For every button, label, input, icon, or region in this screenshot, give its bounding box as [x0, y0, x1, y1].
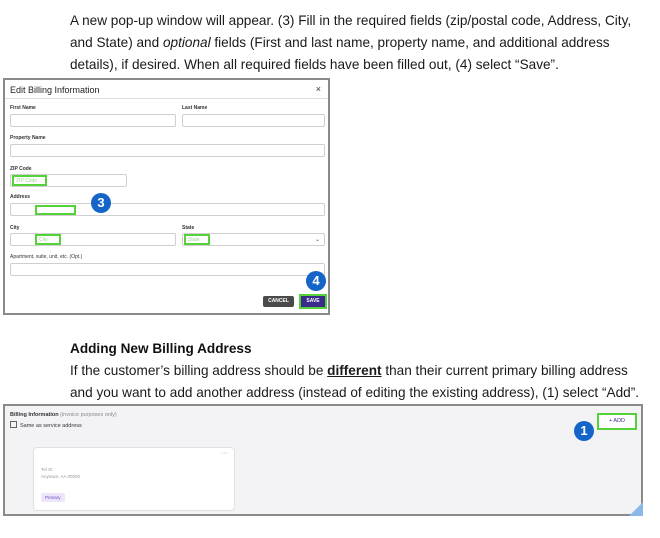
- more-options-icon[interactable]: ···: [221, 450, 228, 457]
- dialog-title: Edit Billing Information: [10, 85, 100, 95]
- state-placeholder: State: [188, 237, 200, 243]
- first-name-label: First Name: [10, 105, 36, 111]
- step-3-badge: 3: [91, 193, 111, 213]
- edit-billing-screenshot: [3, 78, 330, 315]
- city-placeholder: City: [39, 237, 48, 243]
- address-label: Address: [10, 194, 31, 200]
- add-button[interactable]: + ADD: [608, 418, 626, 424]
- billing-header: [5, 406, 641, 438]
- property-name-field[interactable]: [10, 144, 325, 157]
- property-name-label: Property Name: [10, 135, 46, 141]
- billing-info-screenshot: [3, 404, 643, 516]
- last-name-label: Last Name: [182, 105, 208, 111]
- primary-badge: Primary: [41, 493, 65, 502]
- apartment-field[interactable]: [10, 263, 325, 276]
- save-highlight: [299, 294, 327, 309]
- first-name-field[interactable]: [10, 114, 176, 127]
- section-line-2: and you want to add another address (instead of editing the existing address), (1) select “Add”.: [70, 385, 639, 400]
- step-4-badge: 4: [306, 271, 326, 291]
- section-line-1: If the customer’s billing address should be different than their current primary billing address: [70, 363, 628, 378]
- address-card: [33, 447, 235, 511]
- section-paragraph: [70, 360, 650, 404]
- corner-decoration: [629, 502, 643, 516]
- dialog-divider: [5, 98, 328, 99]
- address-line-1: Tel St: [41, 467, 53, 472]
- step-1-badge: 1: [574, 421, 594, 441]
- intro-line-3: details), if desired. When all required fields have been filled out, (4) select “Save”.: [70, 57, 559, 72]
- cancel-button[interactable]: CANCEL: [263, 296, 294, 307]
- chevron-down-icon: ⌄: [314, 237, 320, 243]
- zip-highlight: [12, 175, 47, 186]
- billing-title: Billing Information (invoice purposes only): [10, 412, 117, 418]
- close-icon[interactable]: ×: [315, 84, 321, 94]
- city-highlight: [35, 234, 61, 245]
- zip-label: ZIP Code: [10, 166, 32, 172]
- section-heading: Adding New Billing Address: [70, 341, 252, 356]
- last-name-field[interactable]: [182, 114, 325, 127]
- intro-line-1: A new pop-up window will appear. (3) Fill in the required fields (zip/postal code, Address, City,: [70, 13, 632, 28]
- address-highlight: [35, 205, 76, 215]
- address-line-2: Anytown, AA 00000: [41, 474, 81, 479]
- state-highlight: [184, 234, 210, 245]
- city-label: City: [10, 225, 20, 231]
- zip-placeholder: ZIP Code: [16, 178, 38, 184]
- save-button[interactable]: SAVE: [301, 296, 325, 307]
- same-as-service-checkbox[interactable]: Same as service address: [10, 421, 82, 429]
- intro-paragraph: [70, 10, 650, 76]
- add-highlight: [597, 413, 637, 430]
- state-label: State: [182, 225, 195, 231]
- apartment-label: Apartment, suite, unit, etc. (Opt.): [10, 254, 83, 260]
- intro-line-2: and State) and optional fields (First and last name, property name, and additional address: [70, 35, 610, 50]
- checkbox-icon: [10, 421, 17, 428]
